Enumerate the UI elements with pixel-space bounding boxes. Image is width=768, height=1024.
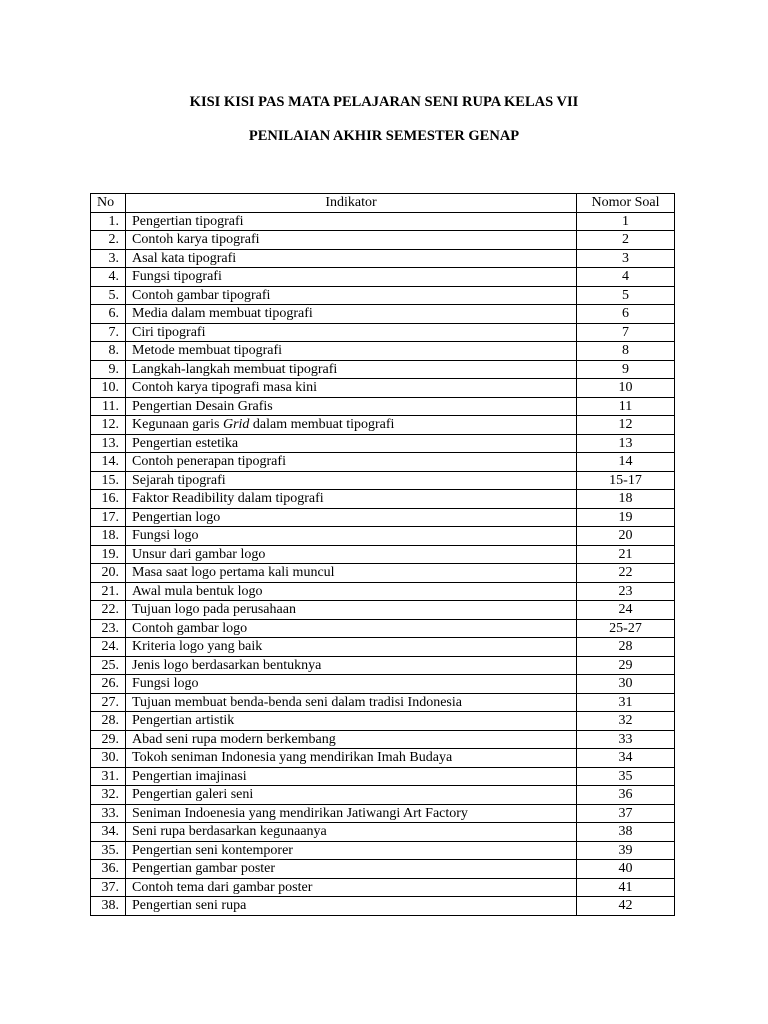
row-nomor-soal: 40: [577, 860, 675, 879]
row-number: 37.: [91, 878, 126, 897]
indikator-text: Kegunaan garis: [132, 417, 223, 433]
row-nomor-soal: 31: [577, 693, 675, 712]
row-number: 36.: [91, 860, 126, 879]
row-indikator: Contoh tema dari gambar poster: [126, 878, 577, 897]
row-nomor-soal: 34: [577, 749, 675, 768]
row-indikator: Pengertian artistik: [126, 712, 577, 731]
row-indikator: Ciri tipografi: [126, 323, 577, 342]
row-indikator: Contoh karya tipografi masa kini: [126, 379, 577, 398]
row-nomor-soal: 28: [577, 638, 675, 657]
row-number: 29.: [91, 730, 126, 749]
row-indikator: Contoh gambar tipografi: [126, 286, 577, 305]
row-nomor-soal: 32: [577, 712, 675, 731]
row-number: 20.: [91, 564, 126, 583]
row-nomor-soal: 21: [577, 545, 675, 564]
row-indikator: Contoh penerapan tipografi: [126, 453, 577, 472]
row-number: 33.: [91, 804, 126, 823]
row-number: 1.: [91, 212, 126, 231]
row-indikator: Sejarah tipografi: [126, 471, 577, 490]
row-nomor-soal: 25-27: [577, 619, 675, 638]
table-row: [91, 675, 675, 694]
row-indikator: Kriteria logo yang baik: [126, 638, 577, 657]
row-indikator: Pengertian Desain Grafis: [126, 397, 577, 416]
row-nomor-soal: 5: [577, 286, 675, 305]
indikator-italic-term: Grid: [222, 417, 250, 433]
table-row: [91, 490, 675, 509]
row-nomor-soal: 30: [577, 675, 675, 694]
row-indikator: Pengertian tipografi: [126, 212, 577, 231]
row-nomor-soal: 7: [577, 323, 675, 342]
table-row: [91, 786, 675, 805]
kisi-table: [90, 193, 675, 916]
row-indikator: Media dalam membuat tipografi: [126, 305, 577, 324]
row-indikator: Pengertian gambar poster: [126, 860, 577, 879]
row-indikator: Jenis logo berdasarkan bentuknya: [126, 656, 577, 675]
table-row: [91, 564, 675, 583]
table-row: [91, 360, 675, 379]
row-nomor-soal: 33: [577, 730, 675, 749]
row-nomor-soal: 37: [577, 804, 675, 823]
document-subtitle: PENILAIAN AKHIR SEMESTER GENAP: [248, 128, 520, 144]
row-nomor-soal: 15-17: [577, 471, 675, 490]
row-indikator: Masa saat logo pertama kali muncul: [126, 564, 577, 583]
row-indikator: Asal kata tipografi: [126, 249, 577, 268]
row-nomor-soal: 36: [577, 786, 675, 805]
table-row: [91, 730, 675, 749]
row-number: 32.: [91, 786, 126, 805]
row-indikator: Pengertian seni rupa: [126, 897, 577, 916]
row-indikator: Tujuan logo pada perusahaan: [126, 601, 577, 620]
row-indikator: Contoh gambar logo: [126, 619, 577, 638]
row-nomor-soal: 41: [577, 878, 675, 897]
table-row: [91, 545, 675, 564]
row-indikator: Pengertian logo: [126, 508, 577, 527]
table-row: [91, 231, 675, 250]
table-row: [91, 379, 675, 398]
row-indikator: Fungsi logo: [126, 527, 577, 546]
row-nomor-soal: 38: [577, 823, 675, 842]
row-nomor-soal: 4: [577, 268, 675, 287]
row-number: 8.: [91, 342, 126, 361]
row-number: 25.: [91, 656, 126, 675]
table-body: [91, 212, 675, 915]
table-row: [91, 416, 675, 435]
row-number: 26.: [91, 675, 126, 694]
row-nomor-soal: 19: [577, 508, 675, 527]
table-row: [91, 619, 675, 638]
row-number: 11.: [91, 397, 126, 416]
table-row: [91, 323, 675, 342]
row-number: 31.: [91, 767, 126, 786]
row-nomor-soal: 23: [577, 582, 675, 601]
table-row: [91, 453, 675, 472]
row-number: 34.: [91, 823, 126, 842]
row-number: 10.: [91, 379, 126, 398]
row-indikator: Seniman Indoenesia yang mendirikan Jatiwangi Art Factory: [126, 804, 577, 823]
row-nomor-soal: 11: [577, 397, 675, 416]
row-nomor-soal: 3: [577, 249, 675, 268]
table-row: [91, 582, 675, 601]
table-row: [91, 212, 675, 231]
row-number: 35.: [91, 841, 126, 860]
row-nomor-soal: 39: [577, 841, 675, 860]
row-number: 15.: [91, 471, 126, 490]
row-indikator: Abad seni rupa modern berkembang: [126, 730, 577, 749]
row-indikator: Unsur dari gambar logo: [126, 545, 577, 564]
row-nomor-soal: 42: [577, 897, 675, 916]
row-indikator: Awal mula bentuk logo: [126, 582, 577, 601]
table-row: [91, 860, 675, 879]
row-number: 9.: [91, 360, 126, 379]
row-number: 5.: [91, 286, 126, 305]
row-nomor-soal: 2: [577, 231, 675, 250]
table-row: [91, 823, 675, 842]
header-no: No: [91, 194, 126, 213]
table-row: [91, 897, 675, 916]
table-row: [91, 841, 675, 860]
row-nomor-soal: 6: [577, 305, 675, 324]
row-nomor-soal: 12: [577, 416, 675, 435]
row-indikator: Metode membuat tipografi: [126, 342, 577, 361]
row-nomor-soal: 18: [577, 490, 675, 509]
row-nomor-soal: 22: [577, 564, 675, 583]
table-row: [91, 397, 675, 416]
row-nomor-soal: 14: [577, 453, 675, 472]
document-title: KISI KISI PAS MATA PELAJARAN SENI RUPA KELAS VII: [189, 94, 579, 110]
table-row: [91, 878, 675, 897]
row-number: 24.: [91, 638, 126, 657]
table-row: [91, 804, 675, 823]
table-row: [91, 268, 675, 287]
row-indikator: Fungsi logo: [126, 675, 577, 694]
table-row: [91, 638, 675, 657]
table-row: [91, 342, 675, 361]
table-row: [91, 656, 675, 675]
table-row: [91, 693, 675, 712]
row-number: 3.: [91, 249, 126, 268]
row-number: 7.: [91, 323, 126, 342]
row-nomor-soal: 8: [577, 342, 675, 361]
row-number: 14.: [91, 453, 126, 472]
row-indikator: Tokoh seniman Indonesia yang mendirikan Imah Budaya: [126, 749, 577, 768]
table-row: [91, 767, 675, 786]
table-row: [91, 601, 675, 620]
row-number: 38.: [91, 897, 126, 916]
row-indikator: Pengertian imajinasi: [126, 767, 577, 786]
row-indikator: Seni rupa berdasarkan kegunaanya: [126, 823, 577, 842]
header-nomor-soal: Nomor Soal: [577, 194, 675, 213]
row-number: 2.: [91, 231, 126, 250]
row-indikator: [126, 416, 577, 435]
row-number: 12.: [91, 416, 126, 435]
row-nomor-soal: 9: [577, 360, 675, 379]
row-number: 22.: [91, 601, 126, 620]
row-number: 27.: [91, 693, 126, 712]
row-indikator: Pengertian estetika: [126, 434, 577, 453]
row-indikator: Pengertian galeri seni: [126, 786, 577, 805]
header-indikator: Indikator: [126, 194, 577, 213]
row-nomor-soal: 13: [577, 434, 675, 453]
table-row: [91, 434, 675, 453]
row-number: 4.: [91, 268, 126, 287]
row-nomor-soal: 10: [577, 379, 675, 398]
table-row: [91, 471, 675, 490]
table-row: [91, 508, 675, 527]
row-number: 23.: [91, 619, 126, 638]
row-number: 30.: [91, 749, 126, 768]
row-nomor-soal: 35: [577, 767, 675, 786]
table-row: [91, 749, 675, 768]
row-number: 21.: [91, 582, 126, 601]
row-indikator: Langkah-langkah membuat tipografi: [126, 360, 577, 379]
indikator-text: dalam membuat tipografi: [249, 417, 395, 433]
row-indikator: Fungsi tipografi: [126, 268, 577, 287]
row-number: 16.: [91, 490, 126, 509]
row-number: 13.: [91, 434, 126, 453]
row-number: 19.: [91, 545, 126, 564]
table-row: [91, 305, 675, 324]
row-indikator: Contoh karya tipografi: [126, 231, 577, 250]
row-number: 18.: [91, 527, 126, 546]
row-indikator: Tujuan membuat benda-benda seni dalam tradisi Indonesia: [126, 693, 577, 712]
row-number: 28.: [91, 712, 126, 731]
row-indikator: Pengertian seni kontemporer: [126, 841, 577, 860]
table-row: [91, 712, 675, 731]
row-indikator: Faktor Readibility dalam tipografi: [126, 490, 577, 509]
table-row: [91, 249, 675, 268]
row-nomor-soal: 20: [577, 527, 675, 546]
row-nomor-soal: 29: [577, 656, 675, 675]
row-number: 6.: [91, 305, 126, 324]
table-row: [91, 286, 675, 305]
row-nomor-soal: 1: [577, 212, 675, 231]
row-number: 17.: [91, 508, 126, 527]
row-nomor-soal: 24: [577, 601, 675, 620]
table-header-row: [91, 194, 675, 213]
table-row: [91, 527, 675, 546]
